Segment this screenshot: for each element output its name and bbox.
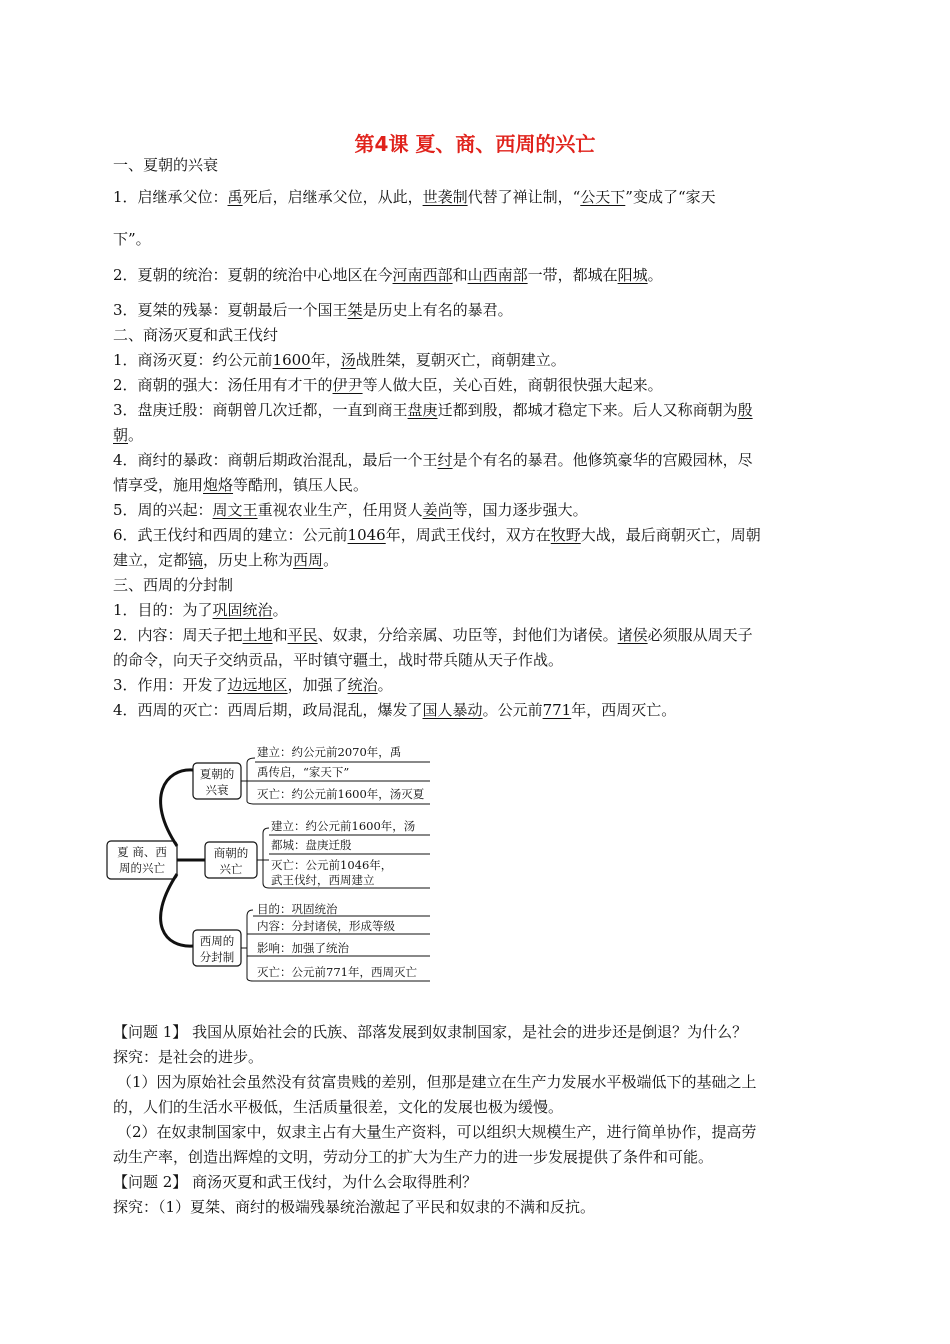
paragraph: 4．商纣的暴政：商朝后期政治混乱，最后一个王纣是个有名的暴君。他修筑豪华的宫殿园林，尽 — [113, 451, 753, 469]
mm-center-line2: 周的兴亡 — [119, 861, 165, 875]
answer-2: 探究：（1）夏桀、商纣的极端残暴统治激起了平民和奴隶的不满和反抗。 — [113, 1198, 596, 1216]
mm-shang-item: 灭亡：公元前1046年， — [271, 858, 393, 872]
answer-1-point-1: （1）因为原始社会虽然没有贫富贵贱的差别，但那是建立在生产力发展水平极端低下的基础之上 — [117, 1073, 757, 1091]
paragraph: 3．夏桀的残暴：夏朝最后一个国王桀是历史上有名的暴君。 — [113, 301, 513, 319]
mm-shang-item: 都城：盘庚迁殷 — [271, 838, 352, 852]
answer-1-point-2-cont: 动生产率，创造出辉煌的文明，劳动分工的扩大为生产力的进一步发展提供了条件和可能。 — [113, 1148, 714, 1166]
mm-shang-label: 商朝的 — [213, 846, 249, 860]
mm-zhou-item: 灭亡：公元前771年，西周灭亡 — [257, 965, 417, 979]
paragraph: 6．武王伐纣和西周的建立：公元前1046年，周武王伐纣，双方在牧野大战，最后商朝灭亡，周朝 — [113, 526, 761, 544]
question-2: 【问题 2】 商汤灭夏和武王伐纣，为什么会取得胜利？ — [113, 1173, 478, 1191]
mm-xia-item: 灭亡：约公元前1600年，汤灭夏 — [257, 787, 425, 801]
paragraph: 2．商朝的强大：汤任用有才干的伊尹等人做大臣，关心百姓，商朝很快强大起来。 — [113, 376, 663, 394]
paragraph: 4．西周的灭亡：西周后期，政局混乱，爆发了国人暴动。公元前771年，西周灭亡。 — [113, 701, 677, 719]
mm-zhou-item: 影响：加强了统治 — [257, 941, 349, 955]
mm-shang-label: 兴亡 — [219, 862, 243, 876]
mm-xia-label: 兴衰 — [205, 783, 229, 797]
answer-1-point-1-cont: 的，人们的生活水平极低，生活质量很差，文化的发展也极为缓慢。 — [113, 1098, 564, 1116]
paragraph: 2．夏朝的统治：夏朝的统治中心地区在今河南西部和山西南部一带，都城在阳城。 — [113, 266, 663, 284]
mm-zhou-label: 分封制 — [199, 950, 235, 964]
answer-1: 探究：是社会的进步。 — [113, 1048, 264, 1066]
paragraph: 朝。 — [113, 426, 144, 444]
mm-center-line1: 夏 商、西 — [117, 845, 167, 859]
question-1: 【问题 1】 我国从原始社会的氏族、部落发展到奴隶制国家，是社会的进步还是倒退？为什么？ — [113, 1023, 748, 1041]
mm-zhou-item: 目的：巩固统治 — [257, 902, 338, 916]
section-heading-1: 一、夏朝的兴衰 — [113, 156, 219, 174]
page-title: 第4课 夏、商、西周的兴亡 — [354, 132, 596, 156]
mm-xia-item: 建立：约公元前2070年，禹 — [257, 745, 402, 759]
paragraph: 1．商汤灭夏：约公元前1600年，汤战胜桀，夏朝灭亡，商朝建立。 — [113, 351, 566, 369]
paragraph: 的命令，向天子交纳贡品，平时镇守疆土，战时带兵随从天子作战。 — [113, 651, 564, 669]
mind-map — [105, 738, 440, 984]
answer-1-point-2: （2）在奴隶制国家中，奴隶主占有大量生产资料，可以组织大规模生产，进行简单协作，提高劳 — [117, 1123, 757, 1141]
paragraph: 3．盘庚迁殷：商朝曾几次迁都，一直到商王盘庚迁都到殷，都城才稳定下来。后人又称商朝为殷 — [113, 401, 753, 419]
mm-zhou-item: 内容：分封诸侯，形成等级 — [257, 919, 395, 933]
paragraph: 1．启继承父位：禹死后，启继承父位，从此，世袭制代替了禅让制，“公天下”变成了“家天 — [113, 188, 716, 206]
paragraph: 3．作用：开发了边远地区，加强了统治。 — [113, 676, 393, 694]
mm-shang-item: 建立：约公元前1600年，汤 — [271, 819, 416, 833]
mm-zhou-label: 西周的 — [199, 934, 235, 948]
mm-xia-label: 夏朝的 — [199, 767, 235, 781]
paragraph: 下”。 — [113, 230, 151, 248]
paragraph: 5．周的兴起：周文王重视农业生产，任用贤人姜尚等，国力逐步强大。 — [113, 501, 588, 519]
section-heading-3: 三、西周的分封制 — [113, 576, 234, 594]
section-heading-2: 二、商汤灭夏和武王伐纣 — [113, 326, 279, 344]
paragraph: 2．内容：周天子把土地和平民、奴隶，分给亲属、功臣等，封他们为诸侯。诸侯必须服从周天子 — [113, 626, 753, 644]
mm-xia-item: 禹传启，“家天下” — [257, 765, 350, 779]
paragraph: 1．目的：为了巩固统治。 — [113, 601, 288, 619]
mm-shang-item: 武王伐纣，西周建立 — [271, 873, 375, 887]
paragraph: 建立，定都镐，历史上称为西周。 — [113, 551, 339, 569]
paragraph: 情享受，施用炮烙等酷刑，镇压人民。 — [113, 476, 369, 494]
